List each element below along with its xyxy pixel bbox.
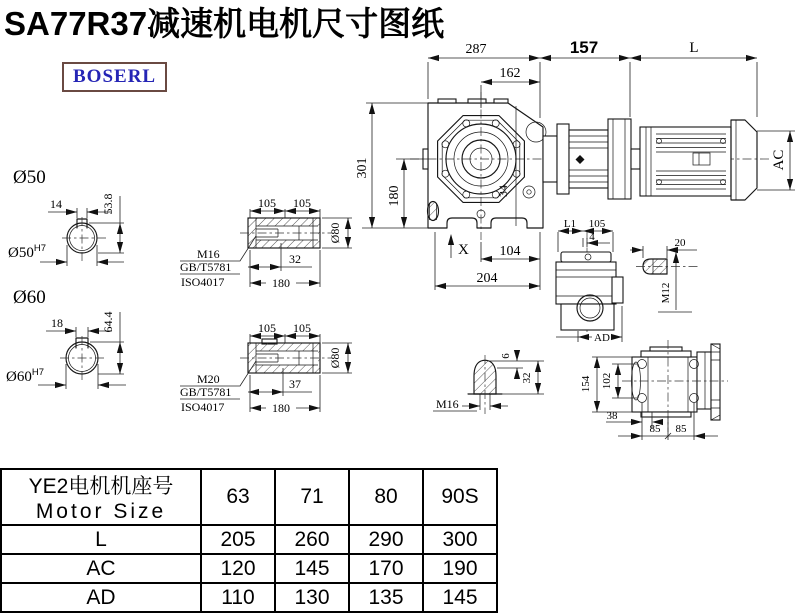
dim-34: 34 bbox=[496, 185, 510, 197]
table-header-label bbox=[1, 469, 201, 525]
bore50-height: 53.8 bbox=[101, 193, 115, 215]
row-label-AD: AD bbox=[1, 583, 201, 612]
fan-cowl bbox=[731, 120, 757, 200]
s1-std1: GB/T5781 bbox=[180, 260, 232, 274]
cell-AD-90s: 145 bbox=[423, 583, 497, 612]
s2-len: 180 bbox=[272, 401, 290, 415]
s2-105a: 105 bbox=[258, 321, 276, 335]
col-71: 71 bbox=[275, 469, 349, 525]
table-row-AD bbox=[1, 583, 497, 612]
reducer-housing bbox=[423, 99, 546, 228]
s2-thread: M20 bbox=[197, 372, 220, 386]
cell-AC-90s: 190 bbox=[423, 554, 497, 583]
dim-180-vert: 180 bbox=[387, 185, 402, 207]
label-X: X bbox=[458, 242, 469, 258]
col-63: 63 bbox=[201, 469, 275, 525]
s1-105b: 105 bbox=[293, 196, 311, 210]
bore60-fit: $Ø60^{H7}$ bbox=[6, 367, 44, 385]
stud-detail bbox=[433, 350, 544, 414]
s1-len: 180 bbox=[272, 276, 290, 290]
dim-157: 157 bbox=[569, 38, 599, 57]
row-label-L: L bbox=[1, 525, 201, 554]
page-title: SA77R37减速机电机尺寸图纸 bbox=[4, 5, 445, 42]
flange-view bbox=[580, 340, 728, 440]
table-header-cn: YE2电机机座号 bbox=[28, 475, 174, 498]
cell-L-80: 290 bbox=[349, 525, 423, 554]
cell-L-90s: 300 bbox=[423, 525, 497, 554]
sv-4: 4 bbox=[589, 231, 595, 243]
cell-L-71: 260 bbox=[275, 525, 349, 554]
cell-AD-80: 135 bbox=[349, 583, 423, 612]
plug-20: 20 bbox=[674, 237, 686, 249]
dimension-table bbox=[0, 468, 498, 613]
table-row-AC bbox=[1, 554, 497, 583]
motor bbox=[640, 120, 757, 200]
cell-L-63: 205 bbox=[201, 525, 275, 554]
brand-logo-text: BOSERL bbox=[73, 66, 157, 87]
shaft-section-2 bbox=[180, 321, 352, 415]
motor-adapter bbox=[543, 119, 640, 199]
row-label-AC: AC bbox=[1, 554, 201, 583]
s2-std2: ISO4017 bbox=[181, 400, 225, 414]
fl-102: 102 bbox=[601, 372, 613, 390]
fl-85b: 85 bbox=[675, 423, 687, 435]
stud-6: 6 bbox=[500, 353, 512, 359]
plug-thread: M12 bbox=[660, 282, 672, 304]
col-80: 80 bbox=[349, 469, 423, 525]
bore60-height: 64.4 bbox=[101, 311, 115, 333]
dim-104: 104 bbox=[499, 244, 521, 259]
s2-105b: 105 bbox=[293, 321, 311, 335]
stud-thread: M16 bbox=[436, 397, 459, 411]
s1-depth: 32 bbox=[289, 252, 301, 266]
fl-154: 154 bbox=[580, 375, 592, 393]
cell-AC-80: 170 bbox=[349, 554, 423, 583]
s2-dia: Ø80 bbox=[328, 347, 342, 369]
cell-AD-71: 130 bbox=[275, 583, 349, 612]
bore60-title: Ø60 bbox=[13, 287, 46, 308]
bore50-keyway: 14 bbox=[50, 197, 62, 211]
s1-dia: Ø80 bbox=[328, 222, 342, 244]
cell-AC-71: 145 bbox=[275, 554, 349, 583]
s1-thread: M16 bbox=[197, 247, 220, 261]
sv-105: 105 bbox=[588, 218, 606, 230]
fl-85a: 85 bbox=[649, 423, 661, 435]
s2-std1: GB/T5781 bbox=[180, 385, 232, 399]
shaft-section-1 bbox=[180, 196, 352, 290]
bore-detail-60 bbox=[6, 287, 126, 389]
col-90s: 90S bbox=[423, 469, 497, 525]
dim-301: 301 bbox=[355, 157, 370, 179]
plug-detail bbox=[630, 237, 700, 312]
fl-38: 38 bbox=[606, 410, 618, 422]
cell-AC-63: 120 bbox=[201, 554, 275, 583]
dim-287: 287 bbox=[465, 42, 487, 57]
table-header-row bbox=[1, 469, 497, 525]
dim-204: 204 bbox=[476, 271, 498, 286]
bore50-title: Ø50 bbox=[13, 167, 46, 188]
bore50-fit: $Ø50^{H7}$ bbox=[8, 243, 46, 261]
bore60-keyway: 18 bbox=[51, 316, 63, 330]
table-row-L bbox=[1, 525, 497, 554]
dim-AC: AC bbox=[771, 149, 787, 171]
dim-162: 162 bbox=[499, 66, 521, 81]
s2-depth: 37 bbox=[289, 377, 301, 391]
s1-105a: 105 bbox=[258, 196, 276, 210]
side-view bbox=[556, 218, 623, 344]
table-header-en: Motor Size bbox=[35, 500, 167, 523]
sv-AD: AD bbox=[594, 332, 610, 344]
stud-32: 32 bbox=[521, 372, 533, 384]
dim-L: L bbox=[689, 40, 699, 56]
cell-AD-63: 110 bbox=[201, 583, 275, 612]
bore-detail-50 bbox=[8, 167, 124, 266]
s1-std2: ISO4017 bbox=[181, 275, 225, 289]
sv-L1: L1 bbox=[563, 218, 577, 230]
